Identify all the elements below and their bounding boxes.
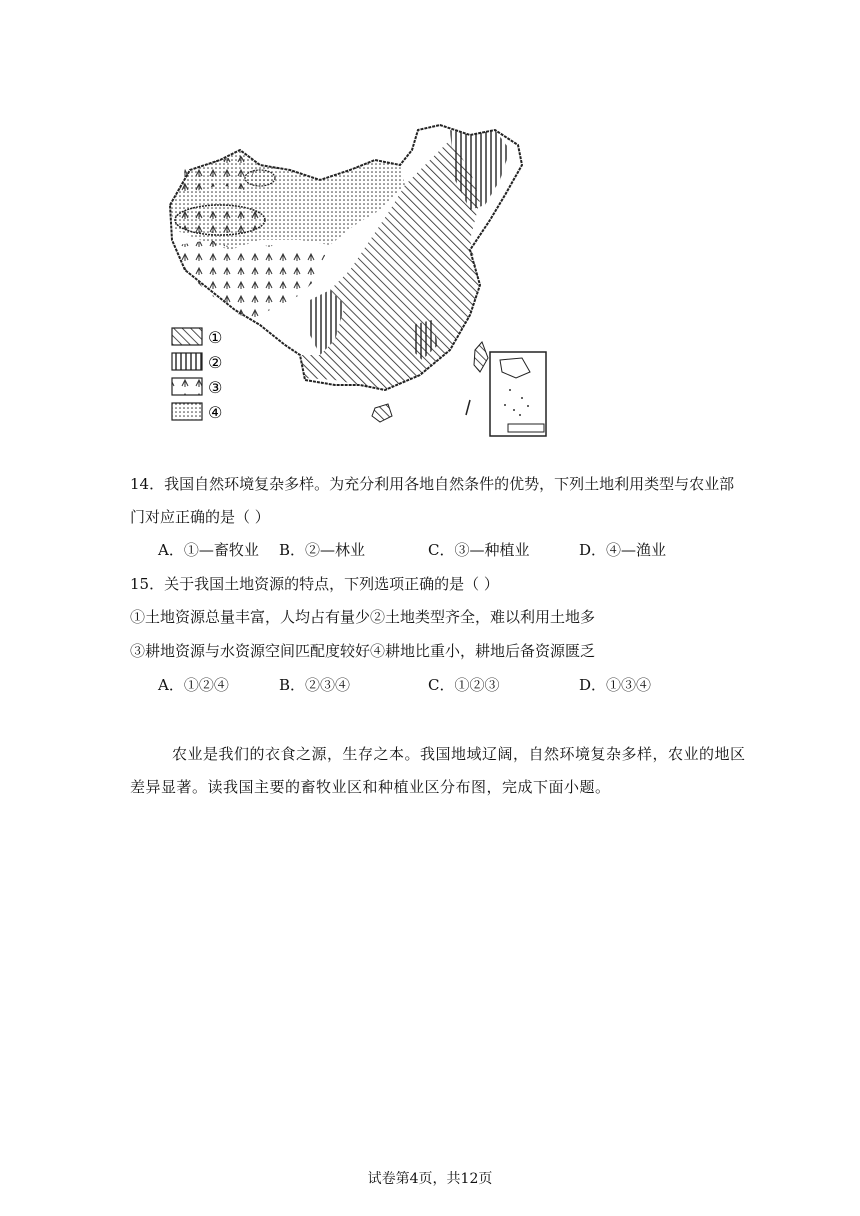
q15-option-a[interactable]: A．①②④ [158,676,229,694]
q14-stem-line1: 14．我国自然环境复杂多样。为充分利用各地自然条件的优势，下列土地利用类型与农业部 [130,475,735,493]
q14-options [0,540,860,562]
q15-option-d[interactable]: D．①③④ [579,676,652,694]
china-agriculture-map [150,110,550,440]
q14-stem-line2: 门对应正确的是（ ） [130,508,270,526]
intro-paragraph-line2: 差异显著。读我国主要的畜牧业区和种植业区分布图，完成下面小题。 [130,778,611,796]
legend-label-1: ① [208,328,223,347]
q15-options [0,675,860,697]
q15-option-b[interactable]: B．②③④ [279,676,351,694]
legend-label-4: ④ [208,403,223,422]
q15-option-c[interactable]: C．①②③ [428,676,500,694]
q15-statements-line2: ③耕地资源与水资源空间匹配度较好④耕地比重小，耕地后备资源匮乏 [130,642,596,660]
q14-option-b[interactable]: B．②—林业 [279,541,366,559]
q14-option-a[interactable]: A．①—畜牧业 [158,541,259,559]
legend-label-2: ② [208,353,223,372]
intro-paragraph-line1: 农业是我们的衣食之源，生存之本。我国地域辽阔，自然环境复杂多样，农业的地区 [172,745,746,763]
q15-stem: 15．关于我国土地资源的特点，下列选项正确的是（ ） [130,575,499,593]
page-footer: 试卷第4页，共12页 [367,1171,493,1187]
legend-label-3: ③ [208,378,223,397]
q14-option-d[interactable]: D．④—渔业 [579,541,667,559]
q14-option-c[interactable]: C．③—种植业 [428,541,530,559]
q15-statements-line1: ①土地资源总量丰富，人均占有量少②土地类型齐全，难以利用土地多 [130,608,596,626]
